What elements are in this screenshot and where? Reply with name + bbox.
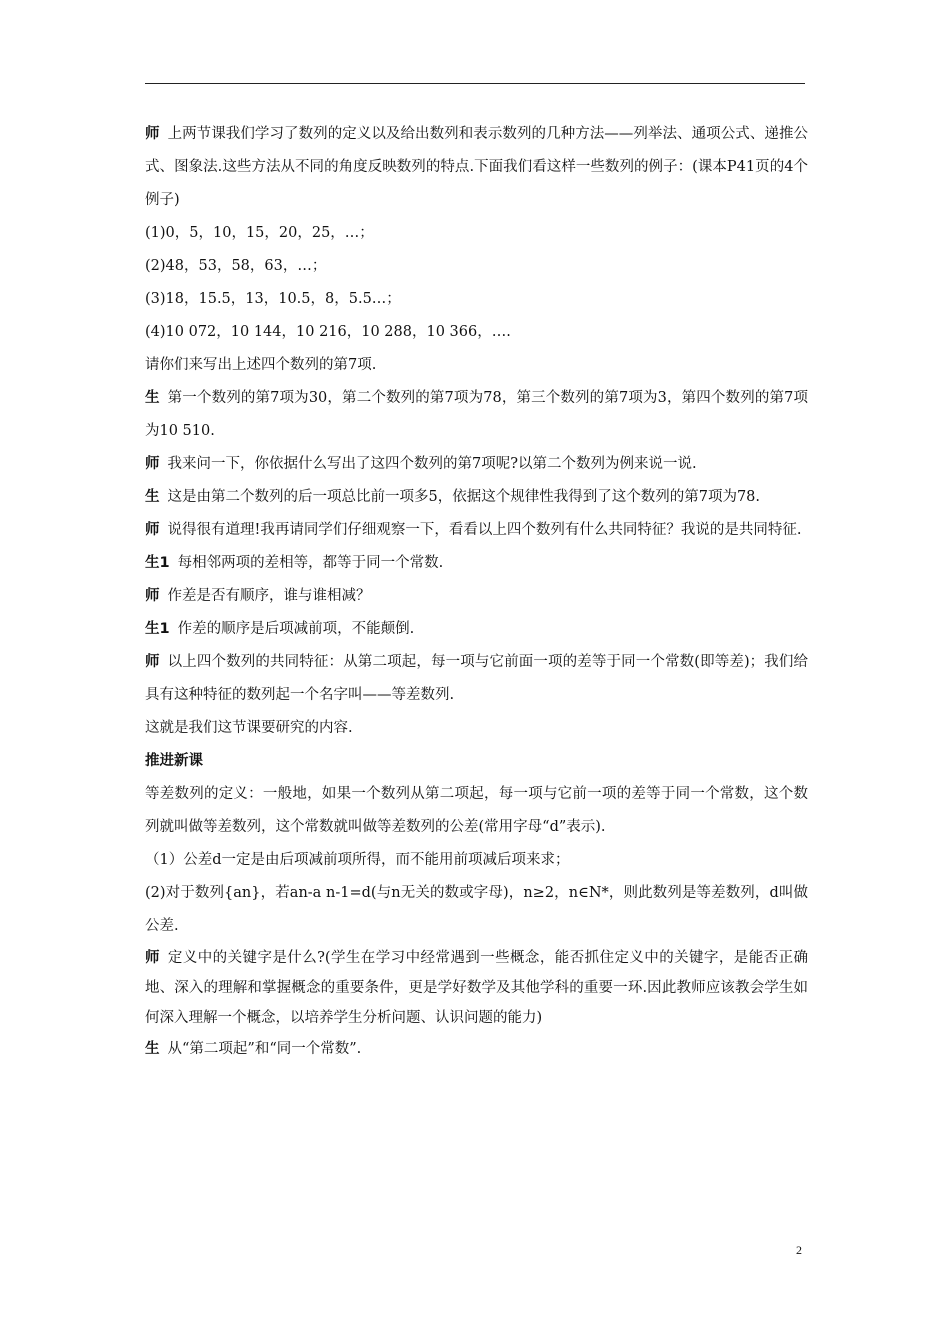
paragraph-text: (4)10 072，10 144，10 216，10 288，10 366，…. (145, 324, 511, 340)
speaker-label: 生1 (145, 555, 170, 571)
speaker-label: 师 (145, 456, 160, 472)
paragraph-text: 上两节课我们学习了数列的定义以及给出数列和表示数列的几种方法——列举法、通项公式、递推公式、图象法.这些方法从不同的角度反映数列的特点.下面我们看这样一些数列的例子：(课本P41页的4个例子) (145, 126, 809, 208)
document-body (145, 118, 808, 1066)
paragraph (145, 514, 808, 547)
paragraph (145, 877, 808, 943)
paragraph (145, 316, 808, 349)
section-heading: 推进新课 (145, 753, 203, 769)
speaker-label: 师 (145, 654, 160, 670)
paragraph-text: 定义中的关键字是什么?(学生在学习中经常遇到一些概念，能否抓住定义中的关键字，是能否正确地、深入的理解和掌握概念的重要条件，更是学好数学及其他学科的重要一环.因此教师应该教会学生如何深入理解一个概念，以培养学生分析问题、认识问题的能力) (145, 950, 808, 1026)
paragraph (145, 613, 808, 646)
paragraph-text: (2)48，53，58，63，…； (145, 258, 327, 274)
paragraph (145, 481, 808, 514)
paragraph (145, 448, 808, 481)
paragraph-text: (2)对于数列{an}，若an-a n-1=d(与n无关的数或字母)，n≥2，n∈N*，则此数列是等差数列，d叫做公差. (145, 885, 808, 934)
paragraph (145, 547, 808, 580)
paragraph (145, 1033, 808, 1066)
paragraph-text: 请你们来写出上述四个数列的第7项. (145, 357, 377, 373)
paragraph-text: 这是由第二个数列的后一项总比前一项多5，依据这个规律性我得到了这个数列的第7项为78. (167, 489, 761, 505)
paragraph-text: （1）公差d一定是由后项减前项所得，而不能用前项减后项来求； (145, 852, 570, 868)
speaker-label: 生1 (145, 621, 170, 637)
paragraph-text: 作差的顺序是后项减前项，不能颠倒. (177, 621, 415, 637)
paragraph-text: (1)0，5，10，15，20，25，…； (145, 225, 374, 241)
paragraph-text: 第一个数列的第7项为30，第二个数列的第7项为78，第三个数列的第7项为3，第四个数列的第7项为10 510. (145, 390, 809, 439)
paragraph-text: 我来问一下，你依据什么写出了这四个数列的第7项呢?以第二个数列为例来说一说. (167, 456, 697, 472)
paragraph (145, 844, 808, 877)
paragraph-text: 每相邻两项的差相等，都等于同一个常数. (177, 555, 444, 571)
paragraph (145, 646, 808, 712)
header-rule (145, 83, 805, 84)
paragraph-text: 这就是我们这节课要研究的内容. (145, 720, 353, 736)
paragraph (145, 382, 808, 448)
paragraph-text: 以上四个数列的共同特征：从第二项起，每一项与它前面一项的差等于同一个常数(即等差)；我们给具有这种特征的数列起一个名字叫——等差数列. (145, 654, 809, 703)
speaker-label: 师 (145, 522, 160, 538)
paragraph-text: (3)18，15.5，13，10.5，8，5.5…； (145, 291, 401, 307)
paragraph (145, 778, 808, 844)
speaker-label: 师 (145, 126, 160, 142)
paragraph-text: 等差数列的定义：一般地，如果一个数列从第二项起，每一项与它前一项的差等于同一个常数，这个数列就叫做等差数列，这个常数就叫做等差数列的公差(常用字母“d”表示). (145, 786, 808, 835)
speaker-label: 师 (145, 588, 160, 604)
speaker-label: 生 (145, 390, 160, 406)
paragraph-text: 说得很有道理!我再请同学们仔细观察一下，看看以上四个数列有什么共同特征？我说的是共同特征. (167, 522, 802, 538)
speaker-label: 生 (145, 489, 160, 505)
paragraph (145, 283, 808, 316)
paragraph-text: 从“第二项起”和“同一个常数”. (167, 1041, 362, 1057)
page-number: 2 (796, 1243, 802, 1257)
paragraph-text: 作差是否有顺序，谁与谁相减？ (167, 588, 371, 604)
paragraph (145, 217, 808, 250)
paragraph (145, 118, 808, 217)
paragraph (145, 943, 808, 1033)
paragraph (145, 250, 808, 283)
paragraph (145, 712, 808, 745)
paragraph (145, 349, 808, 382)
speaker-label: 生 (145, 1041, 160, 1057)
paragraph (145, 580, 808, 613)
speaker-label: 师 (145, 950, 160, 966)
